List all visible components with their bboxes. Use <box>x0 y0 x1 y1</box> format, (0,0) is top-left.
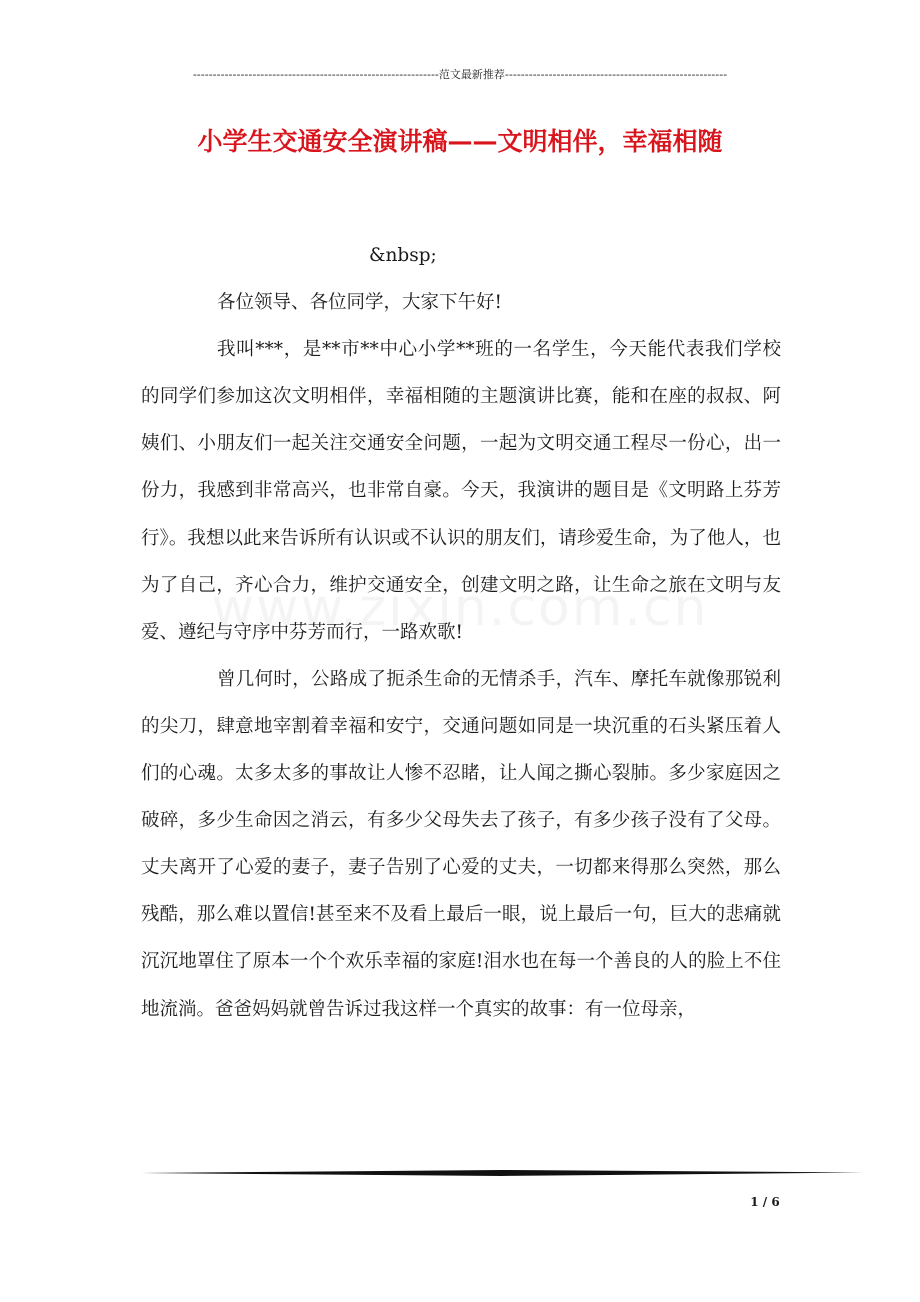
intro-paragraph: 我叫***，是**市**中心小学**班的一名学生，今天能代表我们学校的同学们参加这次文明相伴，幸福相随的主题演讲比赛，能和在座的叔叔、阿姨们、小朋友们一起关注交通安全问题，一起为文明交通工程尽一份心，出一份力，我感到非常高兴，也非常自豪。今天，我演讲的题目是《文明路上芬芳行》。我想以此来告诉所有认识或不认识的朋友们，请珍爱生命，为了他人，也为了自己，齐心合力，维护交通安全，创建文明之路，让生命之旅在文明与友爱、遵纪与守序中芬芳而行，一路欢歌! <box>141 339 781 643</box>
greeting-paragraph: 各位领导、各位同学，大家下午好! <box>217 292 502 314</box>
header-label: 范文最新推荐 <box>438 68 505 81</box>
document-body <box>141 232 781 1033</box>
nbsp-line: &nbsp; <box>369 245 437 266</box>
footer-divider-line <box>141 1170 863 1176</box>
footer-divider <box>141 1170 863 1176</box>
header-right-dashes: -------------------------------------------------------- <box>504 68 728 81</box>
story-paragraph: 曾几何时，公路成了扼杀生命的无情杀手，汽车、摩托车就像那锐利的尖刀，肆意地宰割着幸福和安宁，交通问题如同是一块沉重的石头紧压着人们的心魂。太多太多的事故让人惨不忍睹，让人闻之撕心裂肺。多少家庭因之破碎，多少生命因之消云，有多少父母失去了孩子，有多少孩子没有了父母。丈夫离开了心爱的妻子，妻子告别了心爱的丈夫，一切都来得那么突然，那么残酷，那么难以置信!甚至来不及看上最后一眼，说上最后一句，巨大的悲痛就沉沉地罩住了原本一个个欢乐幸福的家庭!泪水也在每一个善良的人的脸上不住地流淌。爸爸妈妈就曾告诉过我这样一个真实的故事：有一位母亲， <box>141 668 781 1020</box>
header-left-dashes: -------------------------------------------------------------- <box>192 68 439 81</box>
document-title: 小学生交通安全演讲稿——文明相伴，幸福相随 <box>197 127 723 156</box>
page-number: 1 / 6 <box>750 1195 780 1209</box>
page-header <box>141 67 779 83</box>
